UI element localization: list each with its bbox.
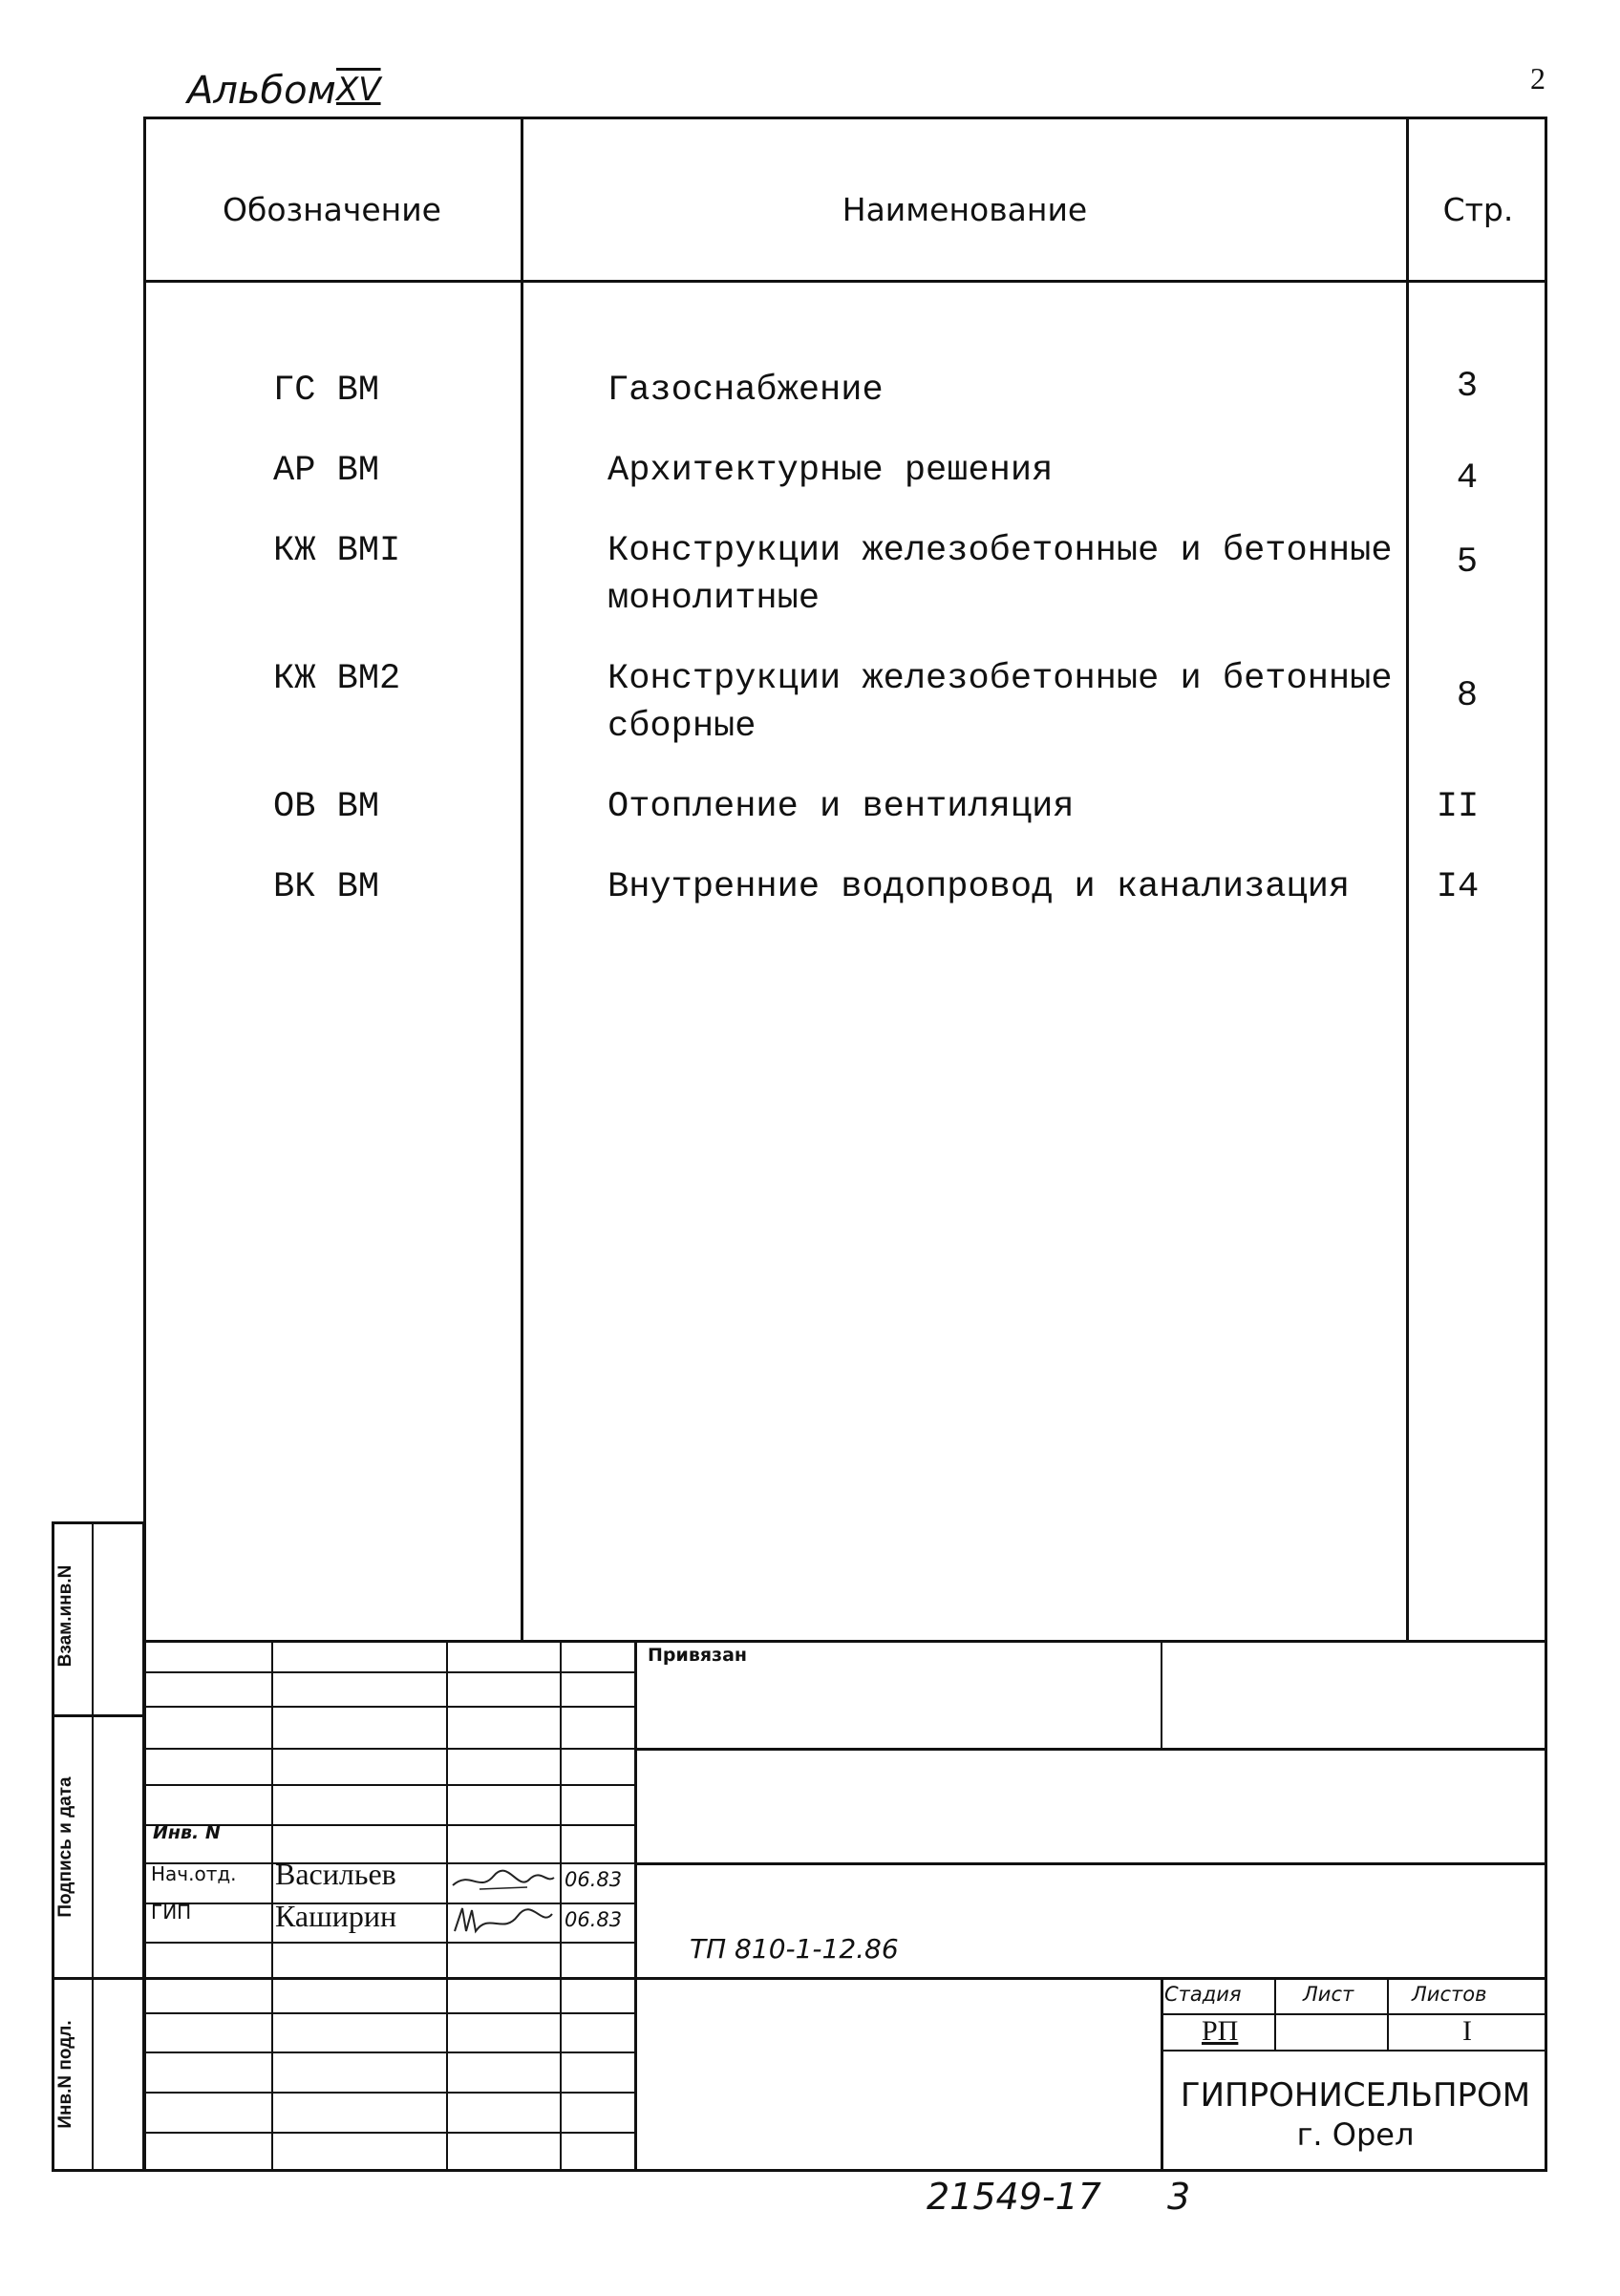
organization-name: ГИПРОНИСЕЛЬПРОМ — [1180, 2076, 1531, 2115]
signer-name: Каширин — [275, 1899, 397, 1933]
sheet-copy-number: 3 — [1167, 2176, 1191, 2218]
row-designation: АР ВМ — [273, 451, 380, 491]
row-designation: КЖ ВМ2 — [273, 659, 401, 699]
archive-number: 21549-17 — [927, 2176, 1101, 2218]
album-label: Альбом — [187, 69, 336, 113]
signature-mark — [451, 1903, 556, 1939]
inv-no-label: Инв. N — [153, 1822, 221, 1843]
side-inv-original: Инв.N подл. — [55, 2020, 75, 2129]
row-name-continuation: монолитные — [608, 579, 821, 619]
side-replace-inv: Взам.инв.N — [55, 1564, 75, 1668]
sheets-label: Листов — [1412, 1983, 1487, 2006]
signer-role: Нач.отд. — [151, 1862, 237, 1885]
row-page: II — [1436, 787, 1480, 827]
side-signature-date: Подпись и дата — [55, 1776, 75, 1918]
signer-role: ГИП — [151, 1901, 192, 1924]
row-designation: ВК ВМ — [273, 867, 380, 907]
row-page: 5 — [1456, 542, 1479, 583]
column-header-designation: Обозначение — [223, 191, 441, 228]
row-name: Внутренние водопровод и канализация — [608, 867, 1351, 907]
row-name: Конструкции железобетонные и бетонные — [608, 531, 1393, 571]
column-header-page: Стр. — [1442, 191, 1514, 228]
row-designation: ОВ ВМ — [273, 787, 380, 827]
row-designation: ГС ВМ — [273, 371, 380, 411]
linked-label: Привязан — [648, 1645, 748, 1666]
signer-date: 06.83 — [565, 1868, 623, 1891]
row-designation: КЖ ВМI — [273, 531, 401, 571]
sheets-value: I — [1462, 2015, 1472, 2047]
row-name: Архитектурные решения — [608, 451, 1054, 491]
row-name-continuation: сборные — [608, 707, 757, 747]
header-divider — [143, 280, 1547, 283]
signer-name: Васильев — [275, 1857, 396, 1891]
row-page: 8 — [1456, 676, 1479, 716]
signature-mark — [451, 1864, 556, 1899]
row-name: Отопление и вентиляция — [608, 787, 1075, 827]
page-number: 2 — [1530, 61, 1545, 96]
row-page: 4 — [1456, 458, 1479, 499]
row-name: Газоснабжение — [608, 371, 884, 411]
row-name: Конструкции железобетонные и бетонные — [608, 659, 1393, 699]
column-divider-2 — [1406, 117, 1409, 1643]
album-number: XV — [336, 71, 381, 109]
row-page: I4 — [1436, 867, 1480, 907]
sheet-label: Лист — [1303, 1983, 1354, 2006]
row-page: 3 — [1456, 367, 1479, 407]
doc-code: ТП 810-1-12.86 — [690, 1933, 899, 1965]
organization-city: г. Орел — [1296, 2116, 1415, 2153]
stage-value: РП — [1202, 2015, 1239, 2047]
signer-date: 06.83 — [565, 1908, 623, 1931]
stage-label: Стадия — [1164, 1983, 1242, 2006]
column-header-name: Наименование — [842, 191, 1088, 228]
column-divider-1 — [521, 117, 523, 1643]
